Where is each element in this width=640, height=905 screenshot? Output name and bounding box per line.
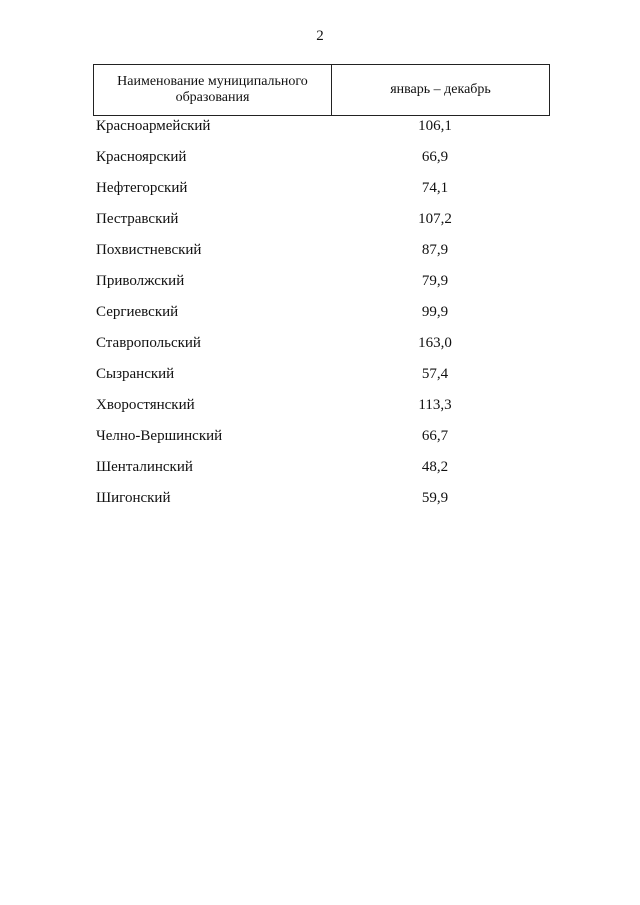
municipality-name: Хворостянский bbox=[96, 397, 195, 413]
municipality-value: 57,4 bbox=[421, 366, 449, 382]
table-row bbox=[0, 427, 640, 458]
municipality-name: Шигонский bbox=[96, 490, 171, 506]
municipality-value: 163,0 bbox=[418, 335, 452, 351]
municipality-value: 87,9 bbox=[421, 242, 449, 258]
table-row bbox=[0, 396, 640, 427]
municipality-name: Сергиевский bbox=[96, 304, 179, 320]
table-row bbox=[0, 117, 640, 148]
municipality-value: 79,9 bbox=[421, 273, 449, 289]
municipality-name: Ставропольский bbox=[96, 335, 201, 351]
table-row bbox=[0, 365, 640, 396]
table-header bbox=[93, 64, 550, 116]
municipality-name: Красноармейский bbox=[96, 118, 211, 134]
header-period: январь – декабрь bbox=[390, 82, 491, 97]
table-row bbox=[0, 458, 640, 489]
municipality-name: Челно-Вершинский bbox=[96, 428, 223, 444]
municipality-name: Нефтегорский bbox=[96, 180, 188, 196]
municipality-value: 59,9 bbox=[421, 490, 449, 506]
municipality-value: 66,7 bbox=[421, 428, 449, 444]
table-row bbox=[0, 272, 640, 303]
table-row bbox=[0, 303, 640, 334]
municipality-name: Приволжский bbox=[96, 273, 185, 289]
table-row bbox=[0, 489, 640, 520]
page-number: 2 bbox=[316, 28, 324, 44]
table-row bbox=[0, 334, 640, 365]
municipality-name: Шенталинский bbox=[96, 459, 193, 475]
municipality-name: Сызранский bbox=[96, 366, 175, 382]
table-row bbox=[0, 179, 640, 210]
table-row bbox=[0, 148, 640, 179]
table-body bbox=[0, 117, 640, 520]
municipality-value: 107,2 bbox=[418, 211, 452, 227]
municipality-value: 48,2 bbox=[421, 459, 449, 475]
municipality-name: Красноярский bbox=[96, 149, 187, 165]
table-row bbox=[0, 210, 640, 241]
municipality-value: 106,1 bbox=[418, 118, 452, 134]
municipality-value: 99,9 bbox=[421, 304, 449, 320]
municipality-value: 66,9 bbox=[421, 149, 449, 165]
municipality-value: 74,1 bbox=[421, 180, 449, 196]
header-municipality: Наименование муниципального образования bbox=[94, 65, 332, 115]
table-row bbox=[0, 241, 640, 272]
municipality-value: 113,3 bbox=[418, 397, 452, 413]
municipality-name: Пестравский bbox=[96, 211, 179, 227]
municipality-name: Похвистневский bbox=[96, 242, 202, 258]
